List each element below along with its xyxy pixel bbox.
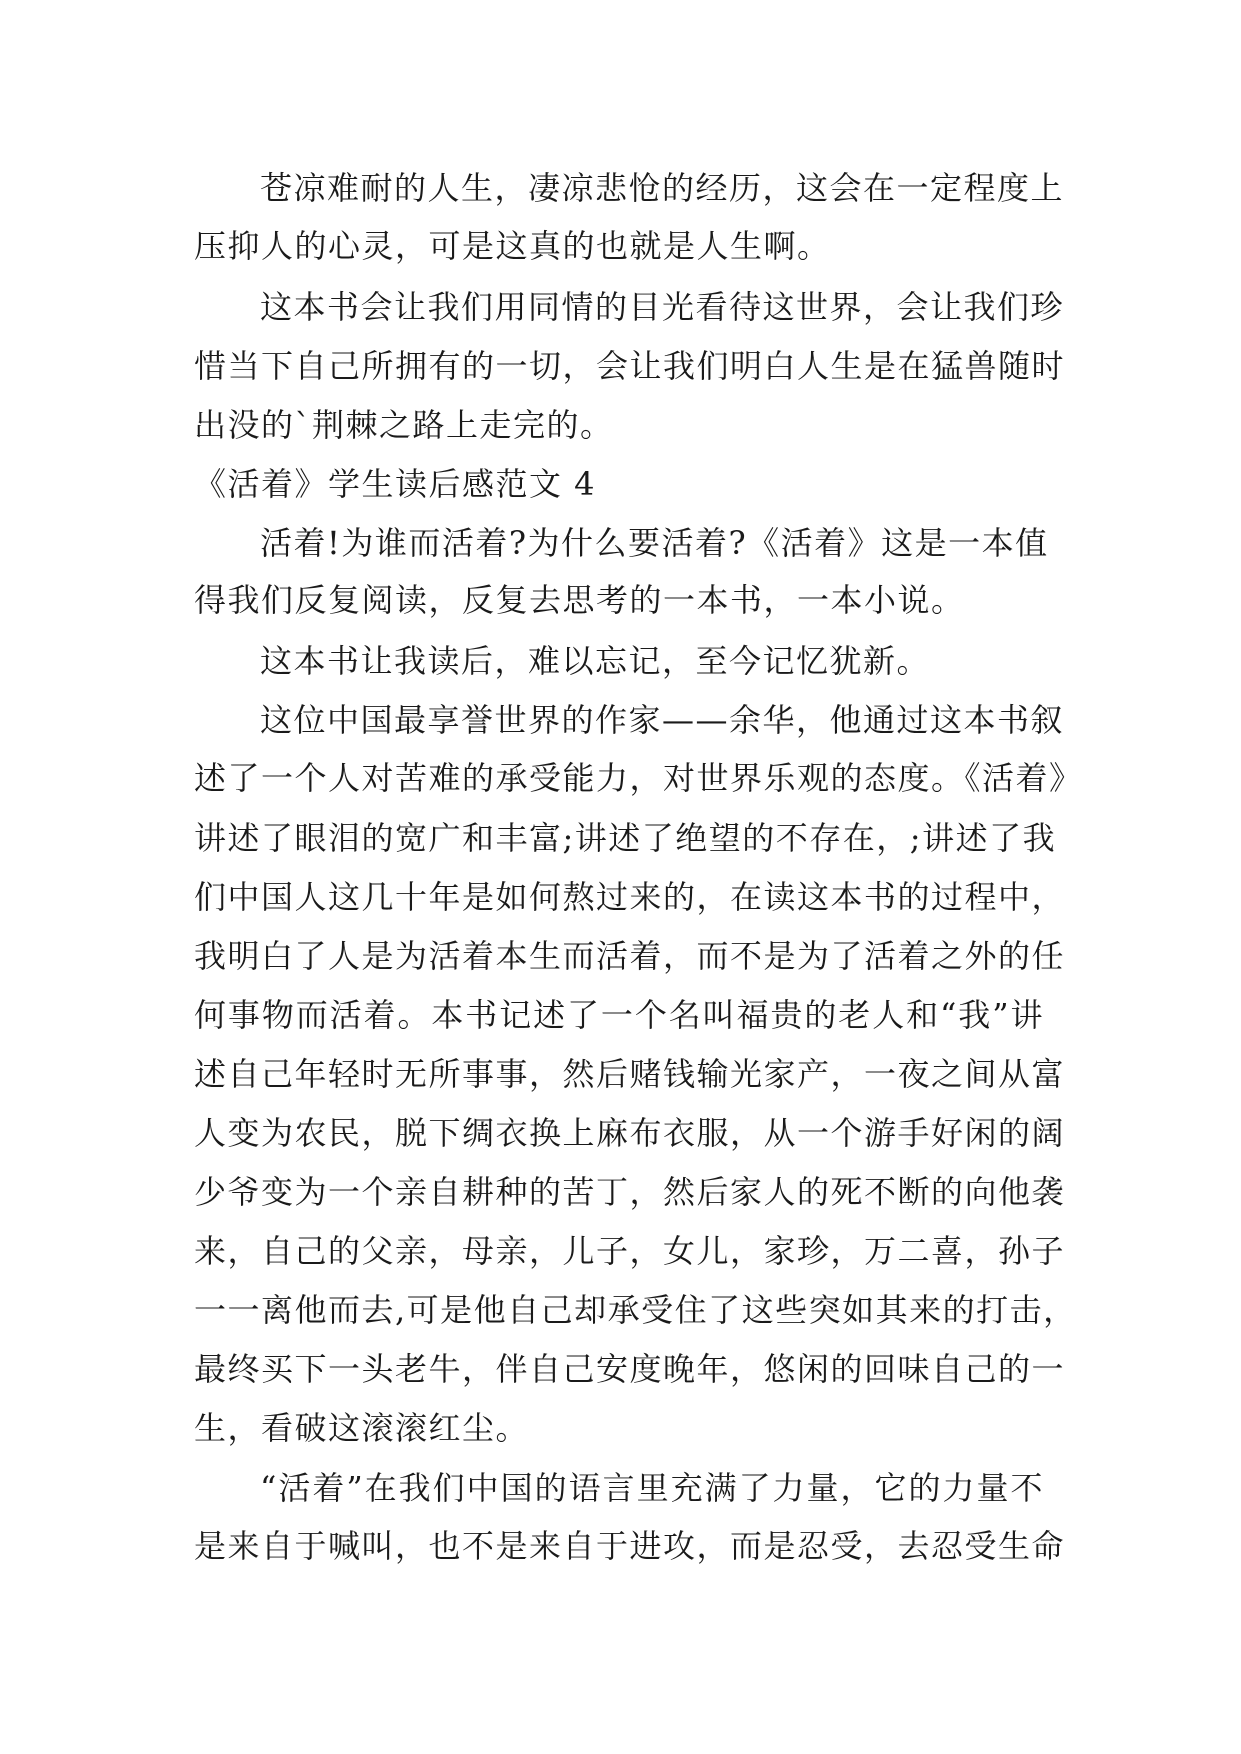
paragraph-line: 们中国人这几十年是如何熬过来的，在读这本书的过程中， xyxy=(194,878,1066,916)
paragraph-line: 我明白了人是为活着本生而活着，而不是为了活着之外的任 xyxy=(194,937,1066,975)
paragraph-line: 一一离他而去,可是他自己却承受住了这些突如其来的打击， xyxy=(194,1291,1077,1329)
paragraph-line: 讲述了眼泪的宽广和丰富;讲述了绝望的不存在，;讲述了我 xyxy=(194,819,1057,857)
paragraph-line: 人变为农民，脱下绸衣换上麻布衣服，从一个游手好闲的阔 xyxy=(194,1114,1066,1152)
paragraph-line: 惜当下自己所拥有的一切，会让我们明白人生是在猛兽随时 xyxy=(194,347,1066,385)
paragraph-line: 生，看破这滚滚红尘。 xyxy=(194,1409,530,1447)
paragraph-line: “活着”在我们中国的语言里充满了力量，它的力量不 xyxy=(260,1469,1044,1507)
paragraph-line: 这位中国最享誉世界的作家——余华，他通过这本书叙 xyxy=(260,701,1065,739)
paragraph-line: 出没的`荆棘之路上走完的。 xyxy=(194,406,614,444)
paragraph-line: 压抑人的心灵，可是这真的也就是人生啊。 xyxy=(194,227,831,265)
paragraph-line: 来，自己的父亲，母亲，儿子，女儿，家珍，万二喜，孙子 xyxy=(194,1232,1066,1270)
paragraph-line: 苍凉难耐的人生，凄凉悲怆的经历，这会在一定程度上 xyxy=(260,169,1065,207)
paragraph-line: 述了一个人对苦难的承受能力，对世界乐观的态度。《活着》 xyxy=(194,759,1083,797)
paragraph-line: 少爷变为一个亲自耕种的苦丁，然后家人的死不断的向他袭 xyxy=(194,1173,1066,1211)
paragraph-line: 最终买下一头老牛，伴自己安度晚年，悠闲的回味自己的一 xyxy=(194,1350,1066,1388)
paragraph-line: 述自己年轻时无所事事，然后赌钱输光家产，一夜之间从富 xyxy=(194,1055,1066,1093)
paragraph-line: 这本书会让我们用同情的目光看待这世界，会让我们珍 xyxy=(260,288,1065,326)
section-heading: 《活着》学生读后感范文 4 xyxy=(194,465,597,503)
paragraph-line: 是来自于喊叫，也不是来自于进攻，而是忍受，去忍受生命 xyxy=(194,1527,1066,1565)
paragraph-line: 得我们反复阅读，反复去思考的一本书，一本小说。 xyxy=(194,581,965,619)
paragraph-line: 活着!为谁而活着?为什么要活着?《活着》这是一本值 xyxy=(260,524,1049,562)
paragraph-line: 这本书让我读后，难以忘记，至今记忆犹新。 xyxy=(260,642,931,680)
paragraph-line: 何事物而活着。本书记述了一个名叫福贵的老人和“我”讲 xyxy=(194,996,1044,1034)
